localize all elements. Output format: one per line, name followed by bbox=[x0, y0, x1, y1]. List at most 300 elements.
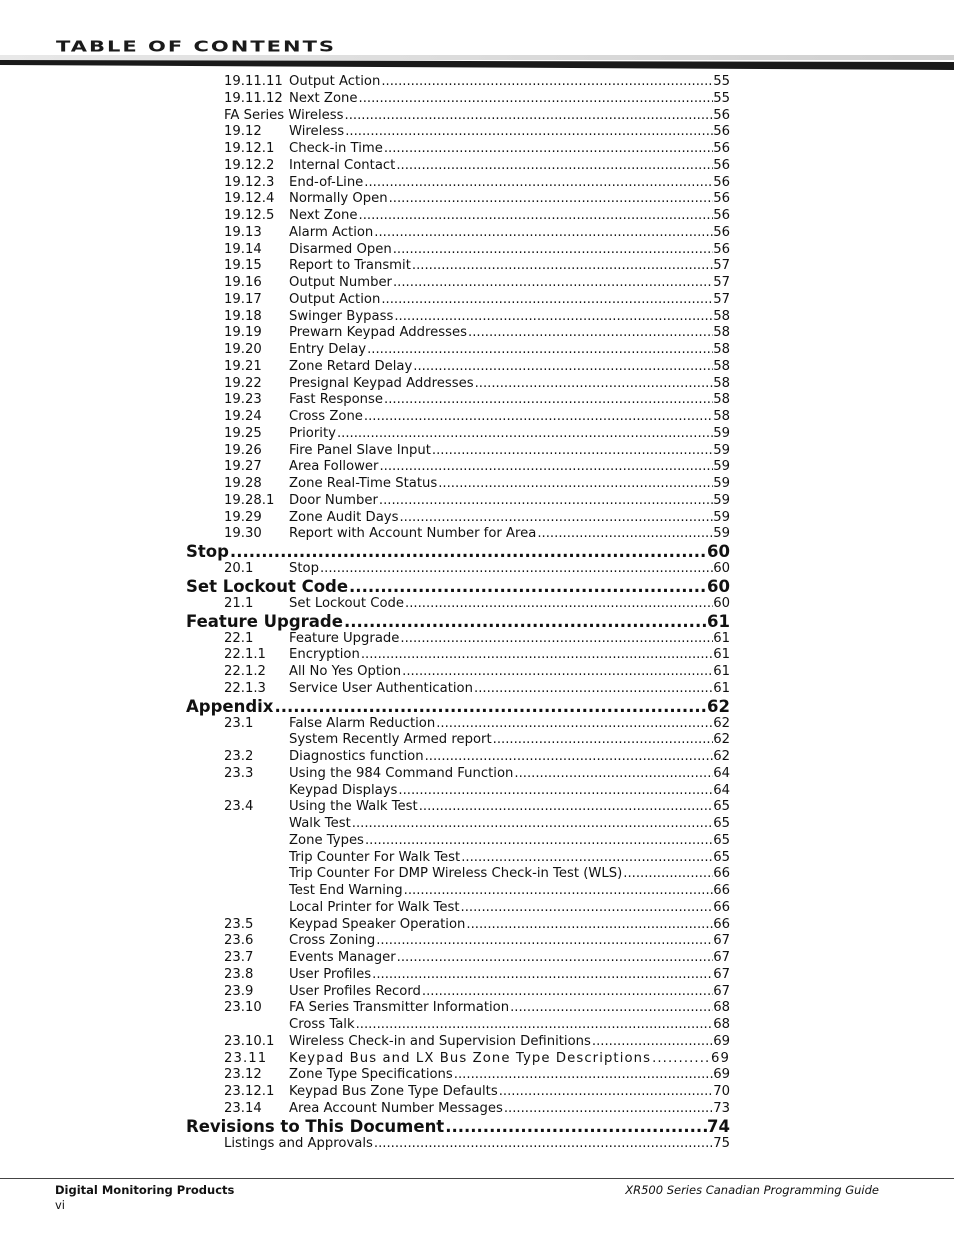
toc-section-number: 19.17 bbox=[224, 291, 262, 307]
toc-section-number: 19.22 bbox=[224, 375, 262, 391]
toc-page-number: 59 bbox=[713, 476, 730, 491]
toc-page-number: 61 bbox=[707, 612, 730, 631]
toc-page-number: 61 bbox=[713, 664, 730, 679]
toc-section-number: 23.5 bbox=[224, 916, 254, 932]
toc-page-number: 66 bbox=[713, 883, 730, 898]
toc-title: Normally Open bbox=[289, 191, 388, 207]
toc-title: Output Number bbox=[289, 275, 392, 290]
toc-page-number: 62 bbox=[707, 697, 730, 716]
toc-page-number: 67 bbox=[713, 983, 730, 999]
toc-title: Next Zone bbox=[289, 208, 358, 223]
toc-page-number: 70 bbox=[713, 1084, 730, 1099]
toc-entry-row[interactable] bbox=[186, 631, 730, 648]
footer-guide-title: XR500 Series Canadian Programming Guide bbox=[625, 1183, 879, 1197]
toc-page-number: 55 bbox=[713, 74, 730, 89]
toc-entry-row[interactable] bbox=[186, 850, 730, 867]
toc-page-number: 59 bbox=[713, 425, 730, 441]
toc-leader-dots bbox=[461, 900, 714, 917]
table-of-contents bbox=[186, 74, 730, 1152]
toc-leader-dots bbox=[537, 526, 713, 543]
toc-leader-dots bbox=[374, 225, 713, 242]
toc-leader-dots bbox=[230, 543, 707, 561]
toc-leader-dots bbox=[510, 1000, 713, 1017]
toc-page-number: 67 bbox=[713, 933, 730, 949]
toc-entry-row[interactable] bbox=[186, 476, 730, 493]
toc-entry-row[interactable] bbox=[186, 208, 730, 225]
toc-leader-dots bbox=[475, 376, 714, 393]
toc-entry-row[interactable] bbox=[186, 1101, 730, 1118]
toc-page-number: 56 bbox=[713, 174, 730, 190]
toc-title: Output Action bbox=[289, 74, 381, 89]
toc-leader-dots bbox=[344, 613, 707, 631]
toc-leader-dots bbox=[623, 866, 713, 883]
toc-title: Local Printer for Walk Test bbox=[289, 899, 460, 915]
toc-title: Internal Contact bbox=[289, 157, 396, 173]
toc-page-number: 67 bbox=[713, 950, 730, 965]
toc-page-number: 75 bbox=[713, 1135, 730, 1151]
toc-entry-row[interactable] bbox=[186, 242, 730, 259]
toc-page-number: 60 bbox=[713, 561, 730, 576]
toc-title: Using the Walk Test bbox=[289, 799, 418, 815]
toc-title: Test End Warning bbox=[289, 883, 403, 898]
toc-section-number: 19.21 bbox=[224, 358, 262, 374]
toc-page-number: 66 bbox=[713, 899, 730, 915]
toc-entry-row[interactable] bbox=[186, 493, 730, 510]
page-heading: TABLE OF CONTENTS bbox=[56, 38, 337, 56]
toc-entry-row[interactable] bbox=[186, 1017, 730, 1034]
toc-title: Set Lockout Code bbox=[289, 595, 404, 611]
toc-leader-dots bbox=[468, 325, 713, 342]
toc-entry-row[interactable] bbox=[186, 191, 730, 208]
toc-section-number: 23.1 bbox=[224, 715, 254, 731]
toc-title: Encryption bbox=[289, 647, 360, 663]
toc-page-number: 58 bbox=[713, 375, 730, 391]
toc-section-number: 19.12.3 bbox=[224, 174, 275, 190]
toc-page-number: 66 bbox=[713, 866, 730, 882]
toc-leader-dots bbox=[367, 342, 713, 359]
toc-section-number: 23.14 bbox=[224, 1100, 262, 1116]
toc-page-number: 62 bbox=[713, 715, 730, 731]
toc-title: Listings and Approvals bbox=[224, 1135, 373, 1151]
toc-entry-row[interactable] bbox=[186, 1136, 730, 1153]
toc-leader-dots bbox=[381, 292, 713, 309]
toc-entry-row[interactable] bbox=[186, 681, 730, 698]
toc-page-number: 59 bbox=[713, 442, 730, 458]
toc-chapter-row[interactable] bbox=[186, 698, 730, 716]
toc-leader-dots bbox=[359, 208, 714, 225]
toc-entry-row[interactable] bbox=[186, 561, 730, 578]
toc-leader-dots bbox=[381, 74, 713, 91]
toc-page-number: 59 bbox=[713, 526, 730, 542]
toc-page-number: 65 bbox=[713, 849, 730, 865]
toc-leader-dots bbox=[461, 850, 713, 867]
toc-page-number: 59 bbox=[713, 492, 730, 508]
toc-entry-row[interactable] bbox=[186, 443, 730, 460]
header-rule bbox=[0, 55, 954, 71]
toc-section-number: 19.14 bbox=[224, 241, 262, 257]
toc-section-number: 23.11 bbox=[224, 1050, 268, 1066]
toc-page-number: 56 bbox=[713, 191, 730, 207]
toc-leader-dots bbox=[356, 1017, 714, 1034]
toc-section-number: 22.1.3 bbox=[224, 680, 266, 696]
toc-entry-row[interactable] bbox=[186, 292, 730, 309]
toc-title: User Profiles Record bbox=[289, 983, 421, 999]
toc-title: Check-in Time bbox=[289, 141, 383, 156]
toc-entry-row[interactable] bbox=[186, 409, 730, 426]
toc-leader-dots bbox=[361, 647, 713, 664]
toc-entry-row[interactable] bbox=[186, 1084, 730, 1101]
toc-section-number: 22.1.2 bbox=[224, 664, 266, 679]
toc-entry-row[interactable] bbox=[186, 716, 730, 733]
toc-page-number: 65 bbox=[713, 832, 730, 848]
toc-title: Diagnostics function bbox=[289, 749, 424, 764]
toc-entry-row[interactable] bbox=[186, 1034, 730, 1051]
toc-leader-dots bbox=[389, 191, 714, 208]
toc-title: Trip Counter For DMP Wireless Check-in Test (WLS) bbox=[289, 866, 623, 882]
toc-leader-dots bbox=[393, 275, 713, 292]
toc-section-number: 19.15 bbox=[224, 258, 262, 274]
toc-leader-dots bbox=[499, 1084, 714, 1101]
toc-leader-dots bbox=[493, 732, 714, 749]
toc-leader-dots bbox=[394, 309, 713, 326]
toc-section-number: 23.10.1 bbox=[224, 1033, 275, 1049]
toc-entry-row[interactable] bbox=[186, 309, 730, 326]
toc-leader-dots bbox=[432, 443, 713, 460]
toc-title: Report to Transmit bbox=[289, 258, 411, 274]
toc-title: Zone Audit Days bbox=[289, 509, 399, 525]
toc-section-number: 19.12 bbox=[224, 124, 262, 140]
toc-entry-row[interactable] bbox=[186, 833, 730, 850]
toc-entry-row[interactable] bbox=[186, 1067, 730, 1084]
toc-leader-dots bbox=[364, 175, 713, 192]
toc-leader-dots bbox=[320, 561, 713, 578]
toc-title: Zone Type Specifications bbox=[289, 1067, 453, 1083]
toc-entry-row[interactable] bbox=[186, 664, 730, 681]
toc-leader-dots bbox=[374, 1136, 713, 1153]
toc-entry-row[interactable] bbox=[186, 647, 730, 664]
toc-section-number: 19.11.12 bbox=[224, 90, 283, 106]
toc-page-number: 65 bbox=[713, 799, 730, 815]
toc-entry-row[interactable] bbox=[186, 376, 730, 393]
toc-page-number: 67 bbox=[713, 966, 730, 982]
toc-page-number: 58 bbox=[713, 409, 730, 424]
toc-section-number: 23.9 bbox=[224, 983, 254, 999]
toc-leader-dots bbox=[425, 749, 714, 766]
toc-leader-dots bbox=[400, 631, 713, 648]
toc-entry-row[interactable] bbox=[186, 749, 730, 766]
toc-section-number: 19.11.11 bbox=[224, 74, 283, 89]
toc-leader-dots bbox=[352, 816, 713, 833]
toc-entry-row[interactable] bbox=[186, 225, 730, 242]
toc-leader-dots bbox=[345, 124, 713, 141]
toc-entry-row[interactable] bbox=[186, 1000, 730, 1017]
toc-entry-row[interactable] bbox=[186, 258, 730, 275]
toc-section-number: 19.19 bbox=[224, 325, 262, 341]
toc-entry-row[interactable] bbox=[186, 124, 730, 141]
toc-section-number: 23.7 bbox=[224, 950, 254, 965]
toc-title: Cross Zone bbox=[289, 409, 363, 424]
toc-title: Walk Test bbox=[289, 816, 351, 831]
toc-section-number: 23.12.1 bbox=[224, 1084, 275, 1099]
toc-leader-dots bbox=[359, 91, 714, 108]
toc-title: Stop bbox=[186, 543, 229, 561]
toc-leader-dots bbox=[365, 833, 713, 850]
toc-entry-row[interactable] bbox=[186, 510, 730, 527]
header-rule-dark bbox=[0, 60, 954, 70]
toc-section-number: 19.12.1 bbox=[224, 141, 275, 156]
toc-section-number: 19.12.4 bbox=[224, 191, 275, 207]
toc-section-number: 21.1 bbox=[224, 595, 254, 611]
toc-leader-dots bbox=[413, 359, 713, 376]
toc-title: Swinger Bypass bbox=[289, 308, 394, 324]
toc-page-number: 69 bbox=[713, 1033, 730, 1049]
toc-leader-dots bbox=[438, 476, 713, 493]
toc-page-number: 56 bbox=[713, 107, 730, 123]
toc-title: Appendix bbox=[186, 697, 274, 716]
toc-title: Door Number bbox=[289, 492, 378, 508]
toc-page-number: 55 bbox=[713, 90, 730, 106]
toc-title: Priority bbox=[289, 425, 336, 441]
toc-entry-row[interactable] bbox=[186, 1051, 730, 1068]
toc-title: Trip Counter For Walk Test bbox=[289, 849, 461, 865]
toc-leader-dots bbox=[396, 158, 713, 175]
toc-page-number: 66 bbox=[713, 916, 730, 932]
toc-section-number: 23.2 bbox=[224, 749, 254, 764]
toc-page-number: 56 bbox=[713, 241, 730, 257]
toc-leader-dots bbox=[419, 799, 714, 816]
toc-title: Keypad Displays bbox=[289, 782, 398, 798]
toc-chapter-row[interactable] bbox=[186, 613, 730, 631]
toc-page-number: 59 bbox=[713, 509, 730, 525]
toc-title: Zone Types bbox=[289, 832, 364, 848]
toc-title: Set Lockout Code bbox=[186, 577, 349, 596]
toc-entry-row[interactable] bbox=[186, 325, 730, 342]
toc-chapter-row[interactable] bbox=[186, 1118, 730, 1136]
toc-leader-dots bbox=[592, 1034, 713, 1051]
toc-leader-dots bbox=[379, 493, 713, 510]
toc-page-number: 56 bbox=[713, 124, 730, 140]
toc-title: Feature Upgrade bbox=[186, 612, 343, 631]
toc-page-number: 56 bbox=[713, 141, 730, 156]
toc-page-number: 56 bbox=[713, 157, 730, 173]
toc-leader-dots bbox=[398, 783, 713, 800]
toc-page-number: 57 bbox=[713, 275, 730, 290]
toc-entry-row[interactable] bbox=[186, 933, 730, 950]
toc-title: Zone Retard Delay bbox=[289, 358, 413, 374]
toc-section-number: 22.1 bbox=[224, 630, 254, 646]
toc-title: FA Series Transmitter Information bbox=[289, 1000, 510, 1016]
toc-section-number: 23.4 bbox=[224, 799, 254, 815]
toc-entry-row[interactable] bbox=[186, 766, 730, 783]
toc-page-number: 64 bbox=[713, 765, 730, 781]
toc-section-number: 23.8 bbox=[224, 966, 254, 982]
toc-title: Area Follower bbox=[289, 459, 379, 475]
toc-entry-row[interactable] bbox=[186, 799, 730, 816]
footer-company: Digital Monitoring Products bbox=[55, 1183, 235, 1197]
toc-entry-row[interactable] bbox=[186, 342, 730, 359]
toc-page-number: 56 bbox=[713, 208, 730, 223]
toc-leader-dots bbox=[652, 1051, 711, 1068]
toc-leader-dots bbox=[384, 141, 713, 158]
toc-leader-dots bbox=[393, 242, 714, 259]
toc-leader-dots bbox=[397, 950, 714, 967]
toc-title: Wireless bbox=[289, 124, 345, 140]
toc-leader-dots bbox=[454, 1067, 713, 1084]
toc-entry-row[interactable] bbox=[186, 392, 730, 409]
toc-leader-dots bbox=[379, 459, 713, 476]
toc-entry-row[interactable] bbox=[186, 74, 730, 91]
toc-title: User Profiles bbox=[289, 966, 372, 982]
toc-title: Revisions to This Document bbox=[186, 1117, 445, 1136]
toc-title: Using the 984 Command Function bbox=[289, 765, 514, 781]
toc-title: Presignal Keypad Addresses bbox=[289, 375, 474, 391]
toc-section-number: 19.30 bbox=[224, 526, 262, 542]
footer-rule bbox=[0, 1178, 954, 1179]
toc-leader-dots bbox=[345, 108, 714, 125]
toc-section-number: 19.29 bbox=[224, 509, 262, 525]
toc-entry-row[interactable] bbox=[186, 596, 730, 613]
toc-entry-row[interactable] bbox=[186, 917, 730, 934]
toc-page-number: 73 bbox=[713, 1100, 730, 1116]
toc-page-number: 58 bbox=[713, 358, 730, 374]
toc-leader-dots bbox=[384, 392, 713, 409]
toc-entry-row[interactable] bbox=[186, 426, 730, 443]
toc-leader-dots bbox=[404, 883, 714, 900]
toc-title: All No Yes Option bbox=[289, 664, 402, 679]
toc-entry-row[interactable] bbox=[186, 141, 730, 158]
toc-page-number: 58 bbox=[713, 342, 730, 357]
toc-title: Wireless Check-in and Supervision Definitions bbox=[289, 1033, 591, 1049]
toc-leader-dots bbox=[372, 967, 713, 984]
toc-leader-dots bbox=[364, 409, 713, 426]
toc-entry-row[interactable] bbox=[186, 108, 730, 125]
toc-title: End-of-Line bbox=[289, 174, 364, 190]
toc-page-number: 62 bbox=[713, 732, 730, 748]
toc-entry-row[interactable] bbox=[186, 732, 730, 749]
toc-entry-row[interactable] bbox=[186, 984, 730, 1001]
toc-leader-dots bbox=[349, 578, 707, 596]
toc-page-number: 69 bbox=[713, 1067, 730, 1083]
toc-page-number: 61 bbox=[713, 630, 730, 646]
toc-title: Zone Real-Time Status bbox=[289, 476, 438, 491]
toc-section-number: 19.13 bbox=[224, 224, 262, 240]
toc-page-number: 58 bbox=[713, 325, 730, 341]
toc-leader-dots bbox=[445, 1118, 707, 1136]
toc-title: System Recently Armed report bbox=[289, 732, 492, 748]
toc-page-number: 69 bbox=[711, 1050, 730, 1066]
toc-entry-row[interactable] bbox=[186, 526, 730, 543]
toc-leader-dots bbox=[405, 596, 713, 613]
toc-section-number: 19.12.2 bbox=[224, 157, 275, 173]
toc-entry-row[interactable] bbox=[186, 783, 730, 800]
toc-title: Cross Talk bbox=[289, 1017, 355, 1032]
toc-entry-row[interactable] bbox=[186, 158, 730, 175]
toc-entry-row[interactable] bbox=[186, 175, 730, 192]
toc-page-number: 64 bbox=[713, 782, 730, 798]
toc-entry-row[interactable] bbox=[186, 950, 730, 967]
toc-entry-row[interactable] bbox=[186, 866, 730, 883]
toc-leader-dots bbox=[337, 426, 713, 443]
toc-page-number: 57 bbox=[713, 291, 730, 307]
toc-title: Keypad Bus and LX Bus Zone Type Descriptions bbox=[289, 1050, 652, 1066]
toc-section-number: 19.16 bbox=[224, 275, 262, 290]
toc-section-number: 23.3 bbox=[224, 765, 254, 781]
toc-title: Alarm Action bbox=[289, 224, 374, 240]
toc-title: Entry Delay bbox=[289, 342, 367, 357]
toc-title: Feature Upgrade bbox=[289, 630, 400, 646]
toc-leader-dots bbox=[376, 933, 713, 950]
toc-entry-row[interactable] bbox=[186, 900, 730, 917]
toc-chapter-row[interactable] bbox=[186, 578, 730, 596]
toc-section-number: 23.12 bbox=[224, 1067, 262, 1083]
toc-page-number: 60 bbox=[713, 595, 730, 611]
toc-section-number: 19.24 bbox=[224, 409, 262, 424]
toc-page-number: 58 bbox=[713, 308, 730, 324]
toc-title: False Alarm Reduction bbox=[289, 715, 436, 731]
toc-leader-dots bbox=[274, 698, 707, 716]
toc-page-number: 56 bbox=[713, 224, 730, 240]
toc-title: FA Series Wireless bbox=[224, 107, 344, 123]
toc-leader-dots bbox=[402, 664, 713, 681]
toc-title: Disarmed Open bbox=[289, 241, 392, 257]
toc-entry-row[interactable] bbox=[186, 967, 730, 984]
toc-section-number: 19.25 bbox=[224, 425, 262, 441]
toc-title: Stop bbox=[289, 561, 319, 576]
toc-page-number: 68 bbox=[713, 1017, 730, 1032]
toc-page-number: 74 bbox=[707, 1117, 730, 1136]
toc-entry-row[interactable] bbox=[186, 91, 730, 108]
toc-entry-row[interactable] bbox=[186, 275, 730, 292]
toc-title: Output Action bbox=[289, 291, 381, 307]
toc-title: Events Manager bbox=[289, 950, 396, 965]
toc-leader-dots bbox=[504, 1101, 713, 1118]
toc-page-number: 62 bbox=[713, 749, 730, 764]
toc-leader-dots bbox=[412, 258, 713, 275]
toc-section-number: 19.12.5 bbox=[224, 208, 275, 223]
toc-section-number: 19.18 bbox=[224, 308, 262, 324]
toc-entry-row[interactable] bbox=[186, 459, 730, 476]
toc-title: Area Account Number Messages bbox=[289, 1100, 503, 1116]
toc-leader-dots bbox=[399, 510, 713, 527]
toc-leader-dots bbox=[436, 716, 713, 733]
toc-leader-dots bbox=[514, 766, 713, 783]
toc-section-number: 23.10 bbox=[224, 1000, 262, 1016]
toc-entry-row[interactable] bbox=[186, 883, 730, 900]
toc-section-number: 19.27 bbox=[224, 459, 262, 475]
toc-section-number: 19.23 bbox=[224, 392, 262, 408]
toc-entry-row[interactable] bbox=[186, 359, 730, 376]
toc-entry-row[interactable] bbox=[186, 816, 730, 833]
toc-leader-dots bbox=[422, 984, 713, 1001]
toc-title: Fast Response bbox=[289, 392, 384, 408]
toc-section-number: 20.1 bbox=[224, 561, 254, 576]
footer-page-number: vi bbox=[55, 1198, 66, 1212]
toc-title: Keypad Bus Zone Type Defaults bbox=[289, 1084, 498, 1099]
toc-title: Prewarn Keypad Addresses bbox=[289, 325, 467, 341]
toc-leader-dots bbox=[466, 917, 713, 934]
toc-chapter-row[interactable] bbox=[186, 543, 730, 561]
toc-title: Fire Panel Slave Input bbox=[289, 442, 431, 458]
toc-page-number: 58 bbox=[713, 392, 730, 408]
toc-section-number: 19.20 bbox=[224, 342, 262, 357]
toc-page-number: 60 bbox=[707, 543, 730, 561]
toc-section-number: 23.6 bbox=[224, 933, 254, 949]
toc-section-number: 19.26 bbox=[224, 442, 262, 458]
toc-title: Keypad Speaker Operation bbox=[289, 916, 466, 932]
toc-leader-dots bbox=[474, 681, 713, 698]
toc-section-number: 19.28.1 bbox=[224, 492, 275, 508]
toc-section-number: 19.28 bbox=[224, 476, 262, 491]
